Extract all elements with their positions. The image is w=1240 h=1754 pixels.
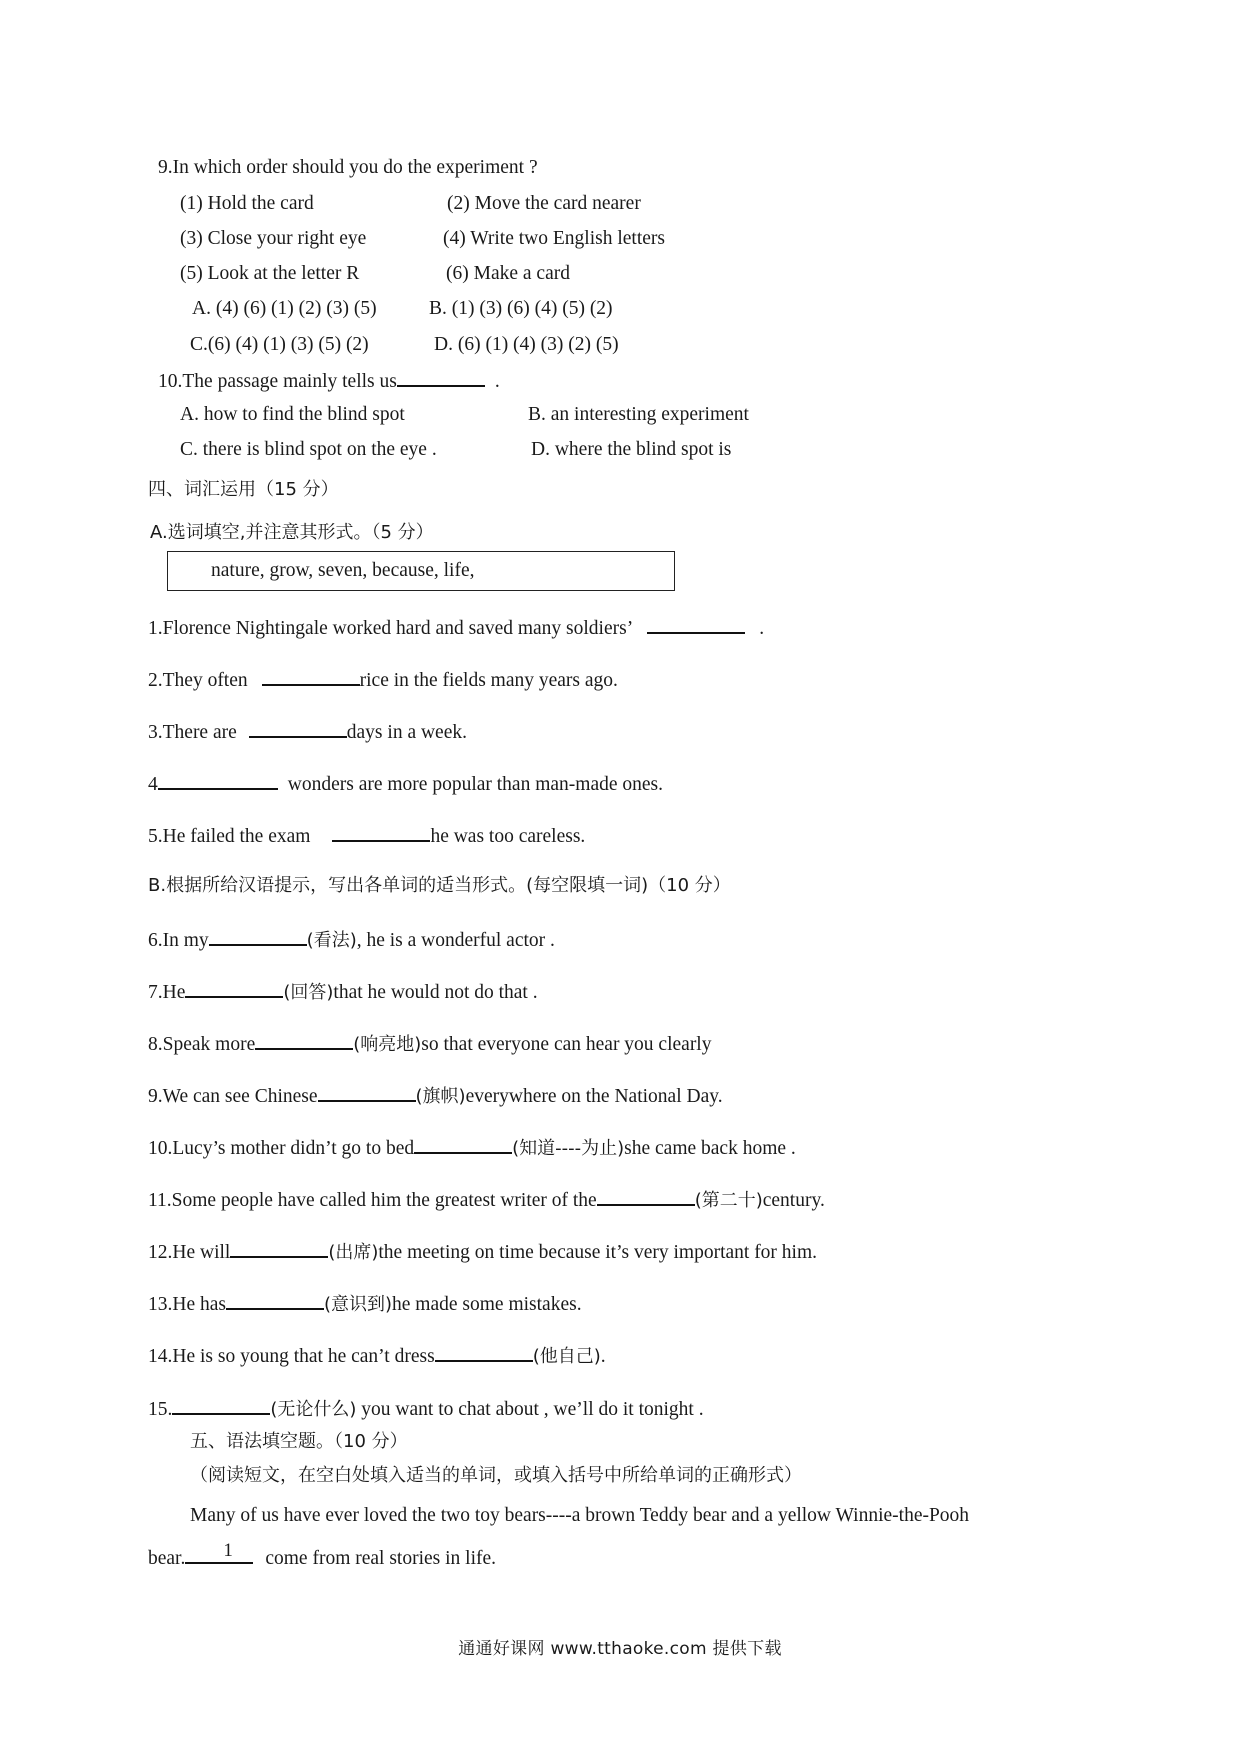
question-text: she came back home .: [624, 1138, 796, 1159]
question-text: everywhere on the National Day.: [465, 1086, 723, 1107]
partB-question: [148, 926, 555, 954]
answer-blank[interactable]: [262, 666, 360, 686]
chinese-hint: (无论什么): [270, 1399, 357, 1420]
answer-blank[interactable]: [185, 978, 283, 998]
question-text: .: [600, 1346, 606, 1367]
partB-question: [148, 1342, 606, 1370]
partA-question: [148, 718, 467, 746]
q10-option: D. where the blind spot is: [531, 439, 732, 460]
question-text: wonders are more popular than man-made ones.: [287, 774, 663, 795]
answer-blank[interactable]: [158, 770, 278, 790]
partA-question: [148, 666, 618, 694]
passage-text: come from real stories in life.: [265, 1548, 497, 1569]
answer-blank[interactable]: [332, 822, 430, 842]
partB-question: [148, 978, 538, 1006]
blank-number: 1: [223, 1540, 233, 1561]
question-text: 2.They often: [148, 670, 248, 691]
answer-blank[interactable]: [230, 1238, 328, 1258]
chinese-hint: (知道----为止): [512, 1138, 625, 1159]
chinese-hint: (回答): [283, 982, 334, 1003]
q9-option: D. (6) (1) (4) (3) (2) (5): [434, 334, 619, 355]
answer-blank[interactable]: [435, 1342, 533, 1362]
question-text: that he would not do that .: [333, 982, 538, 1003]
partB-question: [148, 1395, 704, 1423]
q9-option: A. (4) (6) (1) (2) (3) (5): [192, 298, 377, 319]
question-text: he was too careless.: [430, 826, 586, 847]
answer-blank[interactable]: [249, 718, 347, 738]
partA-question: [148, 822, 585, 850]
chinese-hint: (意识到): [323, 1294, 393, 1315]
answer-blank[interactable]: [647, 614, 745, 634]
q10-stem: [158, 367, 500, 395]
question-text: 6.In my: [148, 930, 209, 951]
section5-instruction: （阅读短文，在空白处填入适当的单词，或填入括号中所给单词的正确形式）: [190, 1465, 802, 1486]
partB-question: [148, 1134, 796, 1162]
partB-question: [148, 1030, 711, 1058]
question-text: 1.Florence Nightingale worked hard and saved many soldiers’: [148, 618, 634, 639]
question-text: 15.: [148, 1399, 173, 1420]
q9-option: C.(6) (4) (1) (3) (5) (2): [190, 334, 369, 355]
answer-blank[interactable]: [185, 1540, 253, 1564]
question-text: 3.There are: [148, 722, 237, 743]
question-text: the meeting on time because it’s very important for him.: [378, 1242, 818, 1263]
word-bank-box: [167, 551, 675, 591]
chinese-hint: (看法): [306, 930, 357, 951]
answer-blank[interactable]: [414, 1134, 512, 1154]
q9-step: (2) Move the card nearer: [447, 193, 641, 214]
q9-step: (3) Close your right eye: [180, 228, 367, 249]
question-text: he made some mistakes.: [392, 1294, 582, 1315]
question-text: 14.He is so young that he can’t dress: [148, 1346, 435, 1367]
q9-stem: 9.In which order should you do the experiment ?: [158, 157, 538, 178]
answer-blank[interactable]: [597, 1186, 695, 1206]
passage-line: Many of us have ever loved the two toy bears----a brown Teddy bear and a yellow Winnie-the-Pooh: [190, 1505, 970, 1526]
question-text: 8.Speak more: [148, 1034, 256, 1055]
partB-question: [148, 1238, 817, 1266]
partB-question: [148, 1082, 723, 1110]
section4-partB-title: B.根据所给汉语提示，写出各单词的适当形式。(每空限填一词)（10 分）: [148, 875, 731, 896]
question-text: you want to chat about , we’ll do it tonight .: [356, 1399, 704, 1420]
page-footer: 通通好课网 www.tthaoke.com 提供下载: [458, 1639, 782, 1659]
question-text: 5.He failed the exam: [148, 826, 311, 847]
partA-question: [148, 614, 764, 642]
q9-option: B. (1) (3) (6) (4) (5) (2): [429, 298, 613, 319]
chinese-hint: (旗帜): [415, 1086, 466, 1107]
chinese-hint: (他自己): [532, 1346, 601, 1367]
question-text: days in a week.: [346, 722, 467, 743]
q10-option: C. there is blind spot on the eye .: [180, 439, 437, 460]
question-text: .: [759, 618, 765, 639]
passage-line: [148, 1540, 497, 1572]
section5-title: 五、语法填空题。（10 分）: [190, 1431, 408, 1452]
passage-text: bear.: [148, 1548, 186, 1569]
question-text: so that everyone can hear you clearly: [421, 1034, 712, 1055]
section4-partA-title: A.选词填空,并注意其形式。（5 分）: [150, 522, 434, 543]
chinese-hint: (出席): [328, 1242, 379, 1263]
question-text: 10.Lucy’s mother didn’t go to bed: [148, 1138, 415, 1159]
question-text: 9.We can see Chinese: [148, 1086, 318, 1107]
answer-blank[interactable]: [255, 1030, 353, 1050]
question-text: 7.He: [148, 982, 186, 1003]
question-text: , he is a wonderful actor .: [356, 930, 555, 951]
question-text: 12.He will: [148, 1242, 231, 1263]
partA-question: [148, 770, 663, 798]
question-text: 4: [148, 774, 158, 795]
q9-step: (5) Look at the letter R: [180, 263, 360, 284]
q9-step: (6) Make a card: [446, 263, 570, 284]
partB-question: [148, 1186, 825, 1214]
answer-blank[interactable]: [209, 926, 307, 946]
q10-option: A. how to find the blind spot: [180, 404, 405, 425]
chinese-hint: (响亮地): [353, 1034, 422, 1055]
partB-question: [148, 1290, 582, 1318]
q10-stem-end: .: [494, 371, 500, 392]
answer-blank[interactable]: [172, 1395, 270, 1415]
q9-step: (4) Write two English letters: [443, 228, 665, 249]
answer-blank[interactable]: [226, 1290, 324, 1310]
answer-blank[interactable]: [397, 367, 485, 387]
question-text: century.: [762, 1190, 825, 1211]
word-bank: nature, grow, seven, because, life,: [211, 560, 475, 581]
q9-step: (1) Hold the card: [180, 193, 314, 214]
q10-stem-text: 10.The passage mainly tells us: [158, 371, 397, 392]
q10-option: B. an interesting experiment: [528, 404, 749, 425]
section4-title: 四、词汇运用（15 分）: [148, 479, 339, 500]
chinese-hint: (第二十): [694, 1190, 763, 1211]
question-text: rice in the fields many years ago.: [359, 670, 618, 691]
answer-blank[interactable]: [318, 1082, 416, 1102]
question-text: 13.He has: [148, 1294, 226, 1315]
question-text: 11.Some people have called him the greatest writer of the: [148, 1190, 597, 1211]
